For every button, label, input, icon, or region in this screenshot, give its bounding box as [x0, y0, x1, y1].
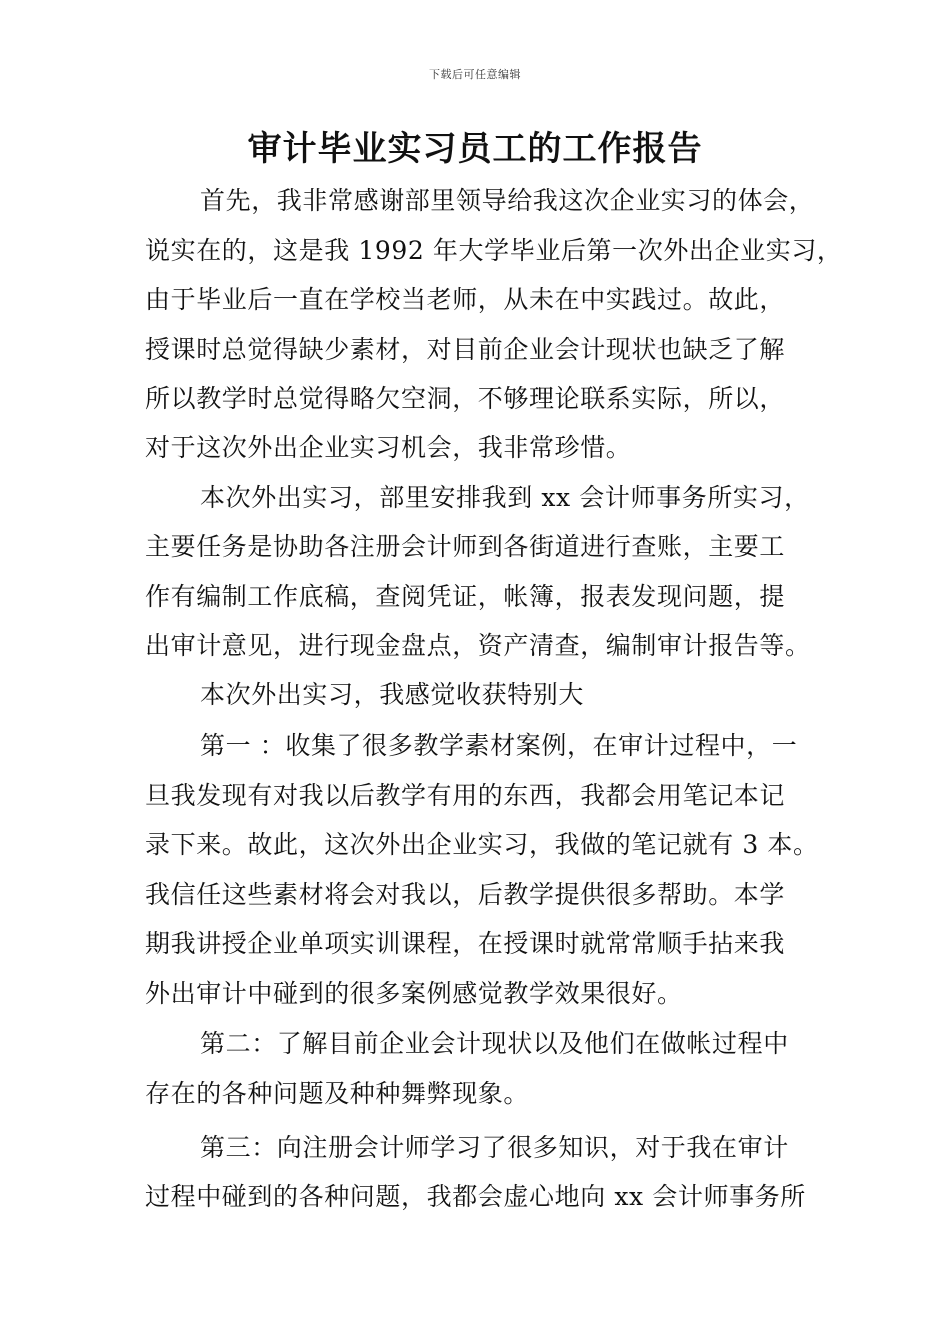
body-line: 本次外出实习，我感觉收获特别大: [200, 680, 585, 709]
body-line: 主要任务是协助各注册会计师到各街道进行查账，主要工: [145, 532, 786, 561]
body-line: 由于毕业后一直在学校当老师，从未在中实践过。故此，: [145, 285, 786, 314]
body-line: 出审计意见，进行现金盘点，资产清查，编制审计报告等。: [145, 631, 811, 660]
body-line: 作有编制工作底稿，查阅凭证，帐簿，报表发现问题，提: [145, 582, 786, 611]
body-line: 期我讲授企业单项实训课程，在授课时就常常顺手拈来我: [145, 929, 786, 958]
body-line: 本次外出实习，部里安排我到 xx 会计师事务所实习，: [200, 483, 810, 512]
body-line: 说实在的，这是我 1992 年大学毕业后第一次外出企业实习，: [145, 236, 843, 265]
body-line: 第一 ：收集了很多教学素材案例，在审计过程中，一: [200, 731, 798, 760]
body-line: 对于这次外出企业实习机会，我非常珍惜。: [145, 433, 632, 462]
body-line: 授课时总觉得缺少素材，对目前企业会计现状也缺乏了解: [145, 335, 786, 364]
body-line: 第三：向注册会计师学习了很多知识，对于我在审计: [200, 1133, 789, 1162]
body-line: 旦我发现有对我以后教学有用的东西，我都会用笔记本记: [145, 781, 786, 810]
body-line: 过程中碰到的各种问题，我都会虚心地向 xx 会计师事务所: [145, 1182, 806, 1211]
body-line: 所以教学时总觉得略欠空洞，不够理论联系实际，所以，: [145, 384, 786, 413]
body-line: 录下来。故此，这次外出企业实习，我做的笔记就有 3 本。: [145, 830, 819, 859]
body-line: 外出审计中碰到的很多案例感觉教学效果很好。: [145, 979, 683, 1008]
body-line: 存在的各种问题及种种舞弊现象。: [145, 1079, 530, 1108]
document-title: 审计毕业实习员工的工作报告: [247, 129, 703, 169]
body-line: 首先，我非常感谢部里领导给我这次企业实习的体会，: [200, 186, 815, 215]
body-line: 我信任这些素材将会对我以，后教学提供很多帮助。本学: [145, 880, 786, 909]
body-line: 第二：了解目前企业会计现状以及他们在做帐过程中: [200, 1029, 789, 1058]
header-note: 下载后可任意编辑: [429, 68, 521, 81]
